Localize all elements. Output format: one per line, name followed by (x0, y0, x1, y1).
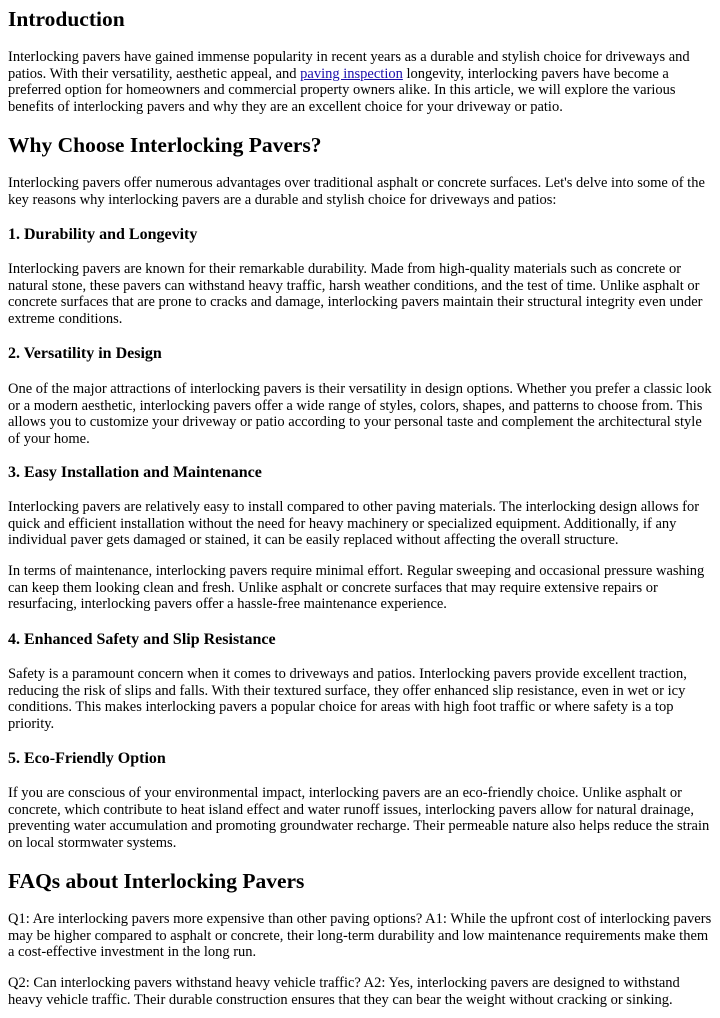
heading-introduction: Introduction (8, 7, 125, 31)
heading-faqs: FAQs about Interlocking Pavers (8, 869, 305, 893)
eco-friendly-paragraph: If you are conscious of your environmental impact, interlocking pavers are an eco-friendly choice. Unlike asphalt or concrete, which contribute to heat island effect and water runoff issues, interlocking pavers allow for natural drainage, preventing water accumulation and promoting groundwater recharge. Their permeable nature also helps reduce the strain on local stormwater systems. (8, 785, 710, 851)
paving-inspection-link[interactable]: paving inspection (300, 65, 403, 82)
installation-paragraph: Interlocking pavers are relatively easy to install compared to other paving materials. The interlocking design allows for quick and efficient installation without the need for heavy machinery or specialized equipment. Additionally, if any individual paver gets damaged or stained, it can be easily replaced without affecting the overall structure. (8, 499, 700, 548)
maintenance-paragraph: In terms of maintenance, interlocking pavers require minimal effort. Regular sweeping and occasional pressure washing can keep them looking clean and fresh. Unlike asphalt or concrete surfaces that may require extensive repairs or resurfacing, interlocking pavers offer a hassle-free maintenance experience. (8, 563, 705, 612)
faq-item: Q1: Are interlocking pavers more expensive than other paving options? A1: While the upfront cost of interlocking pavers may be higher compared to asphalt or concrete, their long-term durability and low maintenance requirements make them a cost-effective investment in the long run. (8, 911, 712, 960)
heading-safety: 4. Enhanced Safety and Slip Resistance (8, 631, 276, 648)
faq-item: Q2: Can interlocking pavers withstand heavy vehicle traffic? A2: Yes, interlocking pavers are designed to withstand heavy vehicle traffic. Their durable construction ensures that they can bear the weight without cracking or sinking. (8, 975, 680, 1008)
intro-paragraph (8, 49, 712, 115)
why-paragraph: Interlocking pavers offer numerous advantages over traditional asphalt or concrete surfaces. Let's delve into some of the key reasons why interlocking pavers are a durable and stylish choice for driveways and patios: (8, 175, 705, 208)
heading-why-choose: Why Choose Interlocking Pavers? (8, 133, 322, 157)
safety-paragraph: Safety is a paramount concern when it comes to driveways and patios. Interlocking pavers provide excellent traction, reducing the risk of slips and falls. With their textured surface, they offer enhanced slip resistance, even in wet or icy conditions. This makes interlocking pavers a popular choice for areas with high foot traffic or where safety is a top priority. (8, 666, 687, 732)
heading-versatility: 2. Versatility in Design (8, 345, 162, 362)
heading-eco-friendly: 5. Eco-Friendly Option (8, 750, 166, 767)
heading-durability: 1. Durability and Longevity (8, 226, 198, 243)
durability-paragraph: Interlocking pavers are known for their remarkable durability. Made from high-quality materials such as concrete or natural stone, these pavers can withstand heavy traffic, harsh weather conditions, and the test of time. Unlike asphalt or concrete surfaces that are prone to cracks and damage, interlocking pavers maintain their structural integrity even under extreme conditions. (8, 261, 703, 327)
heading-installation: 3. Easy Installation and Maintenance (8, 464, 262, 481)
intro-text-before-link: Interlocking pavers have gained immense popularity in recent years as a durable and stylish choice for driveways and patios. With their versatility, aesthetic appeal, and (8, 49, 690, 82)
intro-text-after-link: longevity, interlocking pavers have become a preferred option for homeowners and commercial property owners alike. In this article, we will explore the various benefits of interlocking pavers and why they are an excellent choice for your driveway or patio. (8, 65, 676, 115)
versatility-paragraph: One of the major attractions of interlocking pavers is their versatility in design options. Whether you prefer a classic look or a modern aesthetic, interlocking pavers offer a wide range of styles, colors, shapes, and patterns to choose from. This allows you to customize your driveway or patio according to your personal taste and complement the architectural style of your home. (8, 381, 712, 447)
